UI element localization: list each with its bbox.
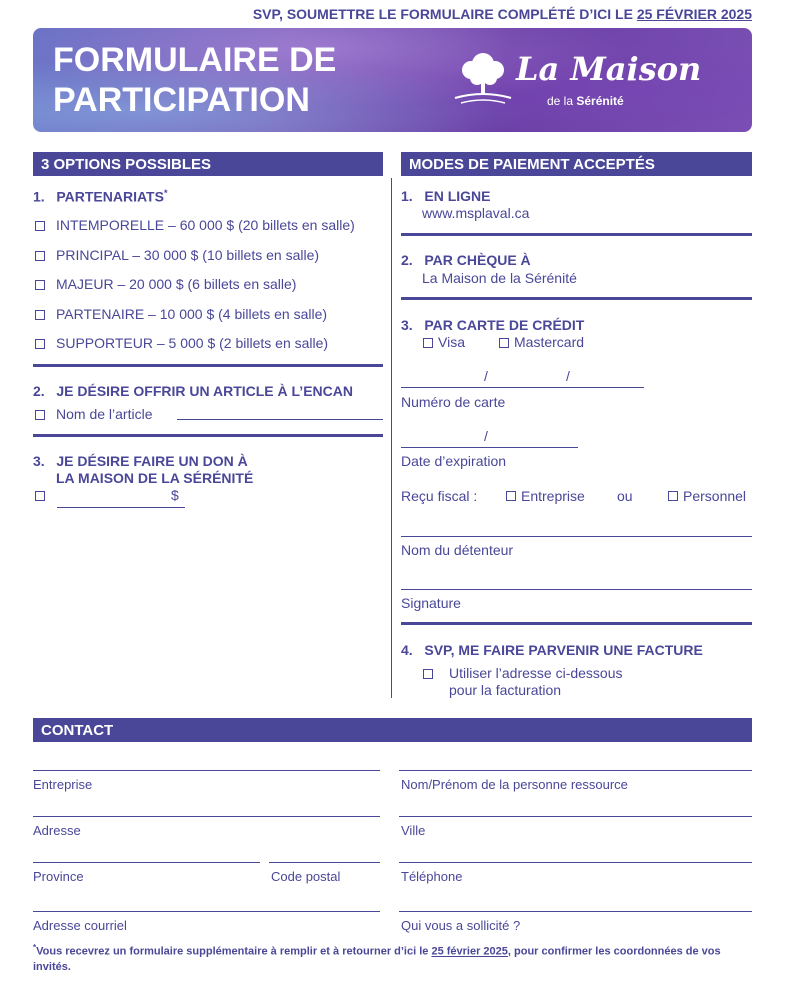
expiry-slash: / bbox=[484, 428, 488, 444]
item-name-label: Nom de l’article bbox=[56, 406, 153, 422]
logo-name: La Maison bbox=[516, 50, 702, 88]
email-label: Adresse courriel bbox=[33, 918, 127, 933]
footnote: *Vous recevrez un formulaire supplémentaire à remplir et à retourner d’ici le 25 février 2025, pour confirmer les coordonnées de vos invités. bbox=[33, 943, 721, 973]
invoice-option-label: Utiliser l’adresse ci-dessous pour la facturation bbox=[449, 665, 623, 698]
header-banner bbox=[33, 28, 752, 132]
cardholder-field[interactable] bbox=[401, 536, 752, 537]
checkbox-invoice[interactable] bbox=[423, 669, 433, 679]
card-number-field[interactable] bbox=[401, 387, 644, 388]
company-label: Entreprise bbox=[33, 777, 93, 792]
checkbox-majeur[interactable] bbox=[35, 280, 45, 290]
section-divider bbox=[33, 434, 383, 437]
deadline-date: 25 FÉVRIER 2025 bbox=[636, 6, 752, 22]
contact-person-label: Nom/Prénom de la personne ressource bbox=[401, 777, 628, 792]
option-partenaire-label: PARTENAIRE – 10 000 $ (4 billets en salle) bbox=[56, 306, 328, 322]
checkbox-partenaire[interactable] bbox=[35, 310, 45, 320]
contact-heading: CONTACT bbox=[33, 718, 752, 742]
checkbox-donation[interactable] bbox=[35, 491, 45, 501]
referrer-field[interactable] bbox=[399, 911, 752, 912]
option-principal-label: PRINCIPAL – 30 000 $ (10 billets en salle) bbox=[56, 247, 320, 263]
checkbox-mastercard[interactable] bbox=[499, 338, 509, 348]
postal-code-field[interactable] bbox=[269, 862, 380, 863]
receipt-business-label: Entreprise bbox=[521, 488, 585, 504]
item-name-field[interactable] bbox=[177, 419, 383, 420]
address-label: Adresse bbox=[33, 823, 81, 838]
section-divider bbox=[401, 233, 752, 236]
logo-subtitle: de la Sérénité bbox=[547, 94, 624, 108]
invoice-title: 4. SVP, ME FAIRE PARVENIR UNE FACTURE bbox=[401, 642, 703, 658]
tree-logo-icon bbox=[451, 48, 515, 110]
city-field[interactable] bbox=[399, 816, 752, 817]
expiry-date-label: Date d’expiration bbox=[401, 453, 507, 469]
checkbox-principal[interactable] bbox=[35, 251, 45, 261]
cheque-title: 2. PAR CHÈQUE À bbox=[401, 252, 531, 268]
checkbox-receipt-personal[interactable] bbox=[668, 491, 678, 501]
payment-heading: MODES DE PAIEMENT ACCEPTÉS bbox=[401, 152, 752, 176]
receipt-personal-label: Personnel bbox=[683, 488, 747, 504]
deadline-note: SVP, SOUMETTRE LE FORMULAIRE COMPLÉTÉ D’ICI LE 25 FÉVRIER 2025 bbox=[252, 6, 752, 22]
auction-title: 2. JE DÉSIRE OFFRIR UN ARTICLE À L’ENCAN bbox=[33, 383, 353, 399]
phone-label: Téléphone bbox=[401, 869, 463, 884]
checkbox-visa[interactable] bbox=[423, 338, 433, 348]
signature-label: Signature bbox=[401, 595, 461, 611]
tax-receipt-label: Reçu fiscal : bbox=[401, 488, 478, 504]
province-field[interactable] bbox=[33, 862, 260, 863]
referrer-label: Qui vous a sollicité ? bbox=[401, 918, 521, 933]
option-intemporelle-label: INTEMPORELLE – 60 000 $ (20 billets en salle) bbox=[56, 217, 355, 233]
card-title: 3. PAR CARTE DE CRÉDIT bbox=[401, 317, 585, 333]
partnerships-title: 1. PARTENARIATS* bbox=[33, 188, 168, 205]
checkbox-receipt-business[interactable] bbox=[506, 491, 516, 501]
checkbox-supporteur[interactable] bbox=[35, 339, 45, 349]
section-divider bbox=[401, 622, 752, 625]
card-number-slash: / bbox=[484, 368, 488, 384]
options-heading: 3 OPTIONS POSSIBLES bbox=[33, 152, 383, 176]
section-divider bbox=[401, 297, 752, 300]
mastercard-label: Mastercard bbox=[514, 334, 585, 350]
option-supporteur-label: SUPPORTEUR – 5 000 $ (2 billets en salle) bbox=[56, 335, 329, 351]
currency-symbol: $ bbox=[171, 487, 179, 503]
email-field[interactable] bbox=[33, 911, 380, 912]
expiry-date-field[interactable] bbox=[401, 447, 578, 448]
donation-title: 3. JE DÉSIRE FAIRE UN DON À LA MAISON DE LA SÉRÉNITÉ bbox=[33, 453, 254, 486]
cheque-payee: La Maison de la Sérénité bbox=[422, 270, 577, 286]
checkbox-intemporelle[interactable] bbox=[35, 221, 45, 231]
online-url[interactable]: www.msplaval.ca bbox=[422, 205, 530, 221]
column-divider bbox=[391, 178, 392, 698]
online-title: 1. EN LIGNE bbox=[401, 188, 491, 204]
receipt-or-label: ou bbox=[617, 488, 633, 504]
visa-label: Visa bbox=[438, 334, 465, 350]
card-number-slash: / bbox=[566, 368, 570, 384]
company-field[interactable] bbox=[33, 770, 380, 771]
footnote-date: 25 février 2025 bbox=[431, 945, 508, 958]
form-title: FORMULAIRE DE PARTICIPATION bbox=[53, 41, 337, 119]
section-divider bbox=[33, 364, 383, 367]
option-majeur-label: MAJEUR – 20 000 $ (6 billets en salle) bbox=[56, 276, 297, 292]
signature-field[interactable] bbox=[401, 589, 752, 590]
card-number-label: Numéro de carte bbox=[401, 394, 506, 410]
city-label: Ville bbox=[401, 823, 426, 838]
postal-code-label: Code postal bbox=[271, 869, 341, 884]
phone-field[interactable] bbox=[399, 862, 752, 863]
contact-person-field[interactable] bbox=[399, 770, 752, 771]
address-field[interactable] bbox=[33, 816, 380, 817]
cardholder-label: Nom du détenteur bbox=[401, 542, 514, 558]
checkbox-auction[interactable] bbox=[35, 410, 45, 420]
province-label: Province bbox=[33, 869, 84, 884]
donation-amount-field[interactable] bbox=[57, 507, 185, 508]
